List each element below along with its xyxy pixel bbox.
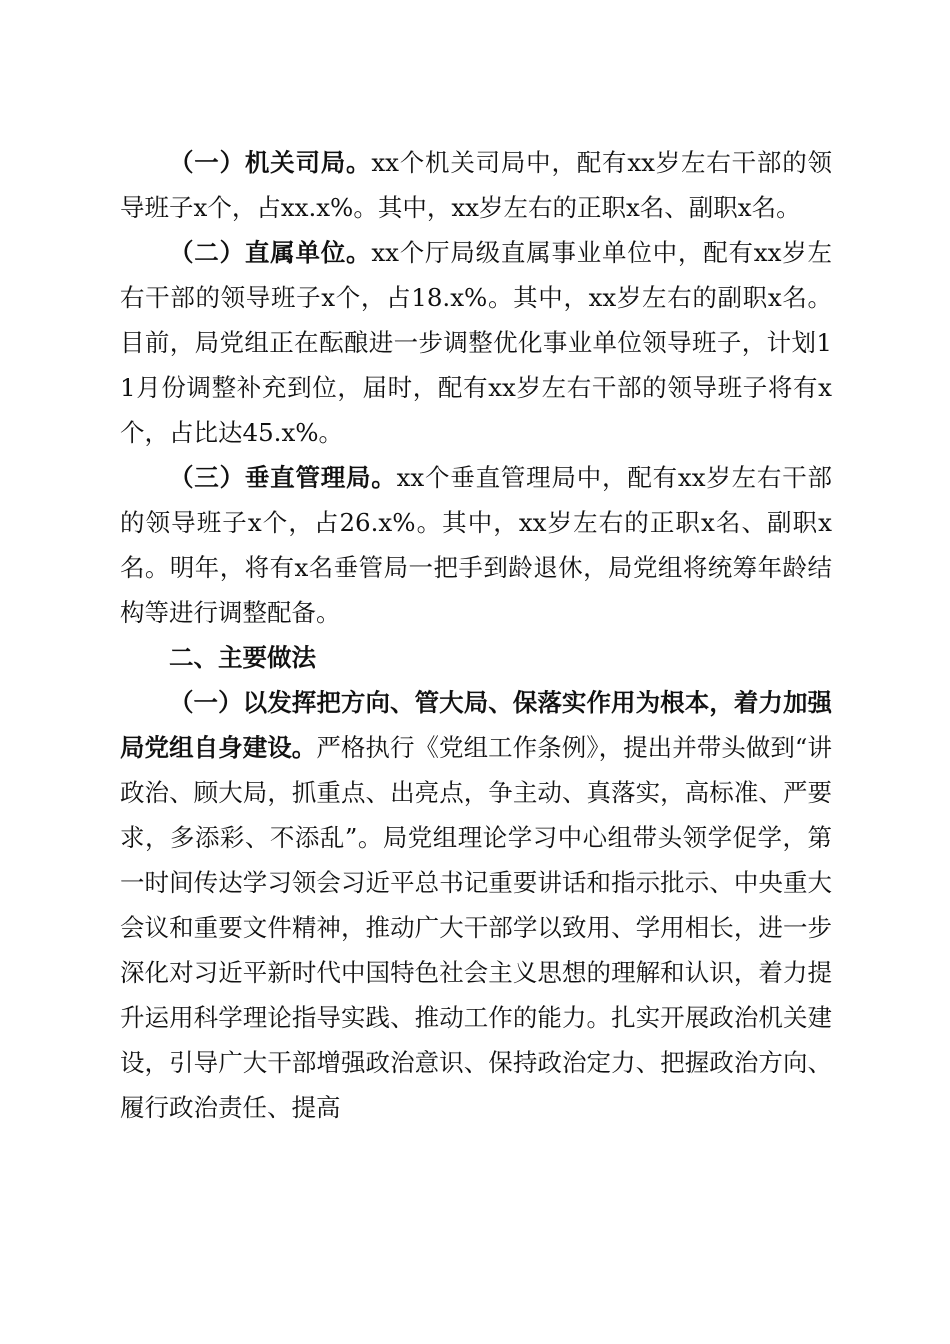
paragraph-agency-bureaus: [120, 140, 832, 230]
paragraph-body: xx个垂直管理局中，配有xx岁左右干部的领导班子x个，占26.x%。其中，xx岁左右的正职x名、副职x名。明年，将有x名垂管局一把手到龄退休，局党组将统筹年龄结构等进行调整配备。: [120, 463, 832, 627]
paragraph-body: xx个厅局级直属事业单位中，配有xx岁左右干部的领导班子x个，占18.x%。其中，xx岁左右的副职x名。目前，局党组正在酝酿进一步调整优化事业单位领导班子，计划11月份调整补充到位，届时，配有xx岁左右干部的领导班子将有x个，占比达45.x%。: [120, 238, 832, 447]
paragraph-body: xx个机关司局中，配有xx岁左右干部的领导班子x个，占xx.x%。其中，xx岁左右的正职x名、副职x名。: [120, 148, 832, 222]
paragraph-lead: （三）垂直管理局。: [169, 463, 397, 492]
paragraph-lead: （一）机关司局。: [169, 148, 372, 177]
paragraph-lead: （二）直属单位。: [169, 238, 372, 267]
paragraph-body: 严格执行《党组工作条例》，提出并带头做到“讲政治、顾大局，抓重点、出亮点，争主动、真落实，高标准、严要求，多添彩、不添乱”。局党组理论学习中心组带头领学促学，第一时间传达学习领会习近平总书记重要讲话和指示批示、中央重大会议和重要文件精神，推动广大干部学以致用、学用相长，进一步深化对习近平新时代中国特色社会主义思想的理解和认识，着力提升运用科学理论指导实践、推动工作的能力。扎实开展政治机关建设，引导广大干部增强政治意识、保持政治定力、把握政治方向、履行政治责任、提高: [120, 733, 832, 1122]
paragraph-direct-units: [120, 230, 832, 455]
section-heading: 二、主要做法: [169, 643, 316, 672]
paragraph-main-practices: [120, 680, 832, 1130]
document-page: [120, 140, 832, 1130]
paragraph-vertical-bureaus: [120, 455, 832, 635]
paragraph-lead: （一）以发挥把方向、管大局、保落实作用为根本，着力加强局党组自身建设。: [120, 688, 832, 762]
